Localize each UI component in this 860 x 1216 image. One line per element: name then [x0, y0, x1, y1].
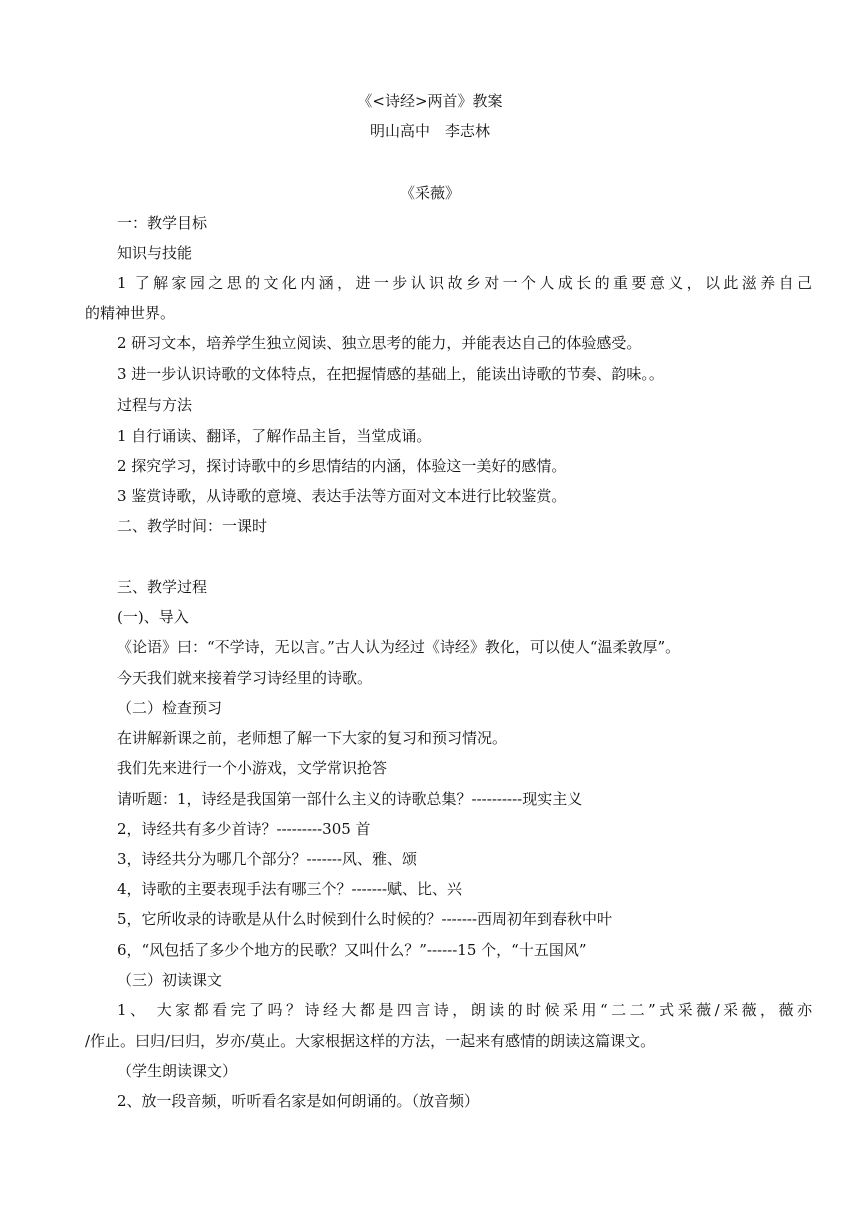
- read-step-1-line-1: 1、 大家都看完了吗？诗经大都是四言诗，朗读的时候采用“二二”式采薇/采薇，薇亦: [117, 1001, 812, 1019]
- part-1-heading: (一)、导入: [117, 608, 189, 626]
- goal-1-line-1: 1 了解家园之思的文化内涵，进一步认识故乡对一个人成长的重要意义，以此滋养自己: [117, 274, 812, 292]
- section-subtitle: 《采薇》: [399, 184, 460, 202]
- document-title: 《<诗经>两首》教案: [357, 92, 503, 110]
- subheading-knowledge-skills: 知识与技能: [117, 244, 193, 262]
- read-note: （学生朗读课文）: [117, 1062, 238, 1080]
- part-2-heading: （二）检查预习: [117, 699, 223, 717]
- goal-3: 3 进一步认识诗歌的文体特点，在把握情感的基础上，能读出诗歌的节奏、韵味。。: [117, 365, 664, 383]
- intro-line-2: 今天我们就来接着学习诗经里的诗歌。: [117, 669, 373, 687]
- check-line-1: 在讲解新课之前，老师想了解一下大家的复习和预习情况。: [117, 729, 508, 747]
- quiz-question-1: 请听题：1，诗经是我国第一部什么主义的诗歌总集？----------现实主义: [117, 790, 583, 808]
- document-author: 明山高中 李志林: [369, 122, 490, 140]
- read-step-2: 2、放一段音频，听听看名家是如何朗诵的。（放音频）: [117, 1092, 480, 1110]
- heading-teaching-time: 二、教学时间：一课时: [117, 517, 268, 535]
- heading-teaching-goals: 一：教学目标: [117, 214, 208, 232]
- quiz-question-2: 2，诗经共有多少首诗？---------305 首: [117, 820, 371, 838]
- method-2: 2 探究学习，探讨诗歌中的乡思情结的内涵，体验这一美好的感情。: [117, 457, 567, 475]
- part-3-heading: （三）初读课文: [117, 971, 223, 989]
- subheading-process-methods: 过程与方法: [117, 396, 193, 414]
- method-1: 1 自行诵读、翻译，了解作品主旨，当堂成诵。: [117, 427, 432, 445]
- read-step-1-line-2: /作止。曰归/曰归，岁亦/莫止。大家根据这样的方法，一起来有感情的朗读这篇课文。: [85, 1032, 656, 1050]
- goal-1-line-2: 的精神世界。: [85, 304, 176, 322]
- quiz-question-5: 5，它所收录的诗歌是从什么时候到什么时候的？-------西周初年到春秋中叶: [117, 910, 613, 928]
- quiz-question-4: 4，诗歌的主要表现手法有哪三个？-------赋、比、兴: [117, 880, 463, 898]
- quiz-question-6: 6，“风包括了多少个地方的民歌？又叫什么？”------15 个，“十五国风”: [117, 941, 587, 959]
- intro-line-1: 《论语》曰：“不学诗，无以言。”古人认为经过《诗经》教化，可以使人“温柔敦厚”。: [117, 638, 681, 656]
- check-line-2: 我们先来进行一个小游戏，文学常识抢答: [117, 759, 388, 777]
- quiz-question-3: 3，诗经共分为哪几个部分？-------风、雅、颂: [117, 850, 418, 868]
- goal-2: 2 研习文本，培养学生独立阅读、独立思考的能力，并能表达自己的体验感受。: [117, 334, 642, 352]
- heading-teaching-process: 三、教学过程: [117, 578, 208, 596]
- method-3: 3 鉴赏诗歌，从诗歌的意境、表达手法等方面对文本进行比较鉴赏。: [117, 487, 567, 505]
